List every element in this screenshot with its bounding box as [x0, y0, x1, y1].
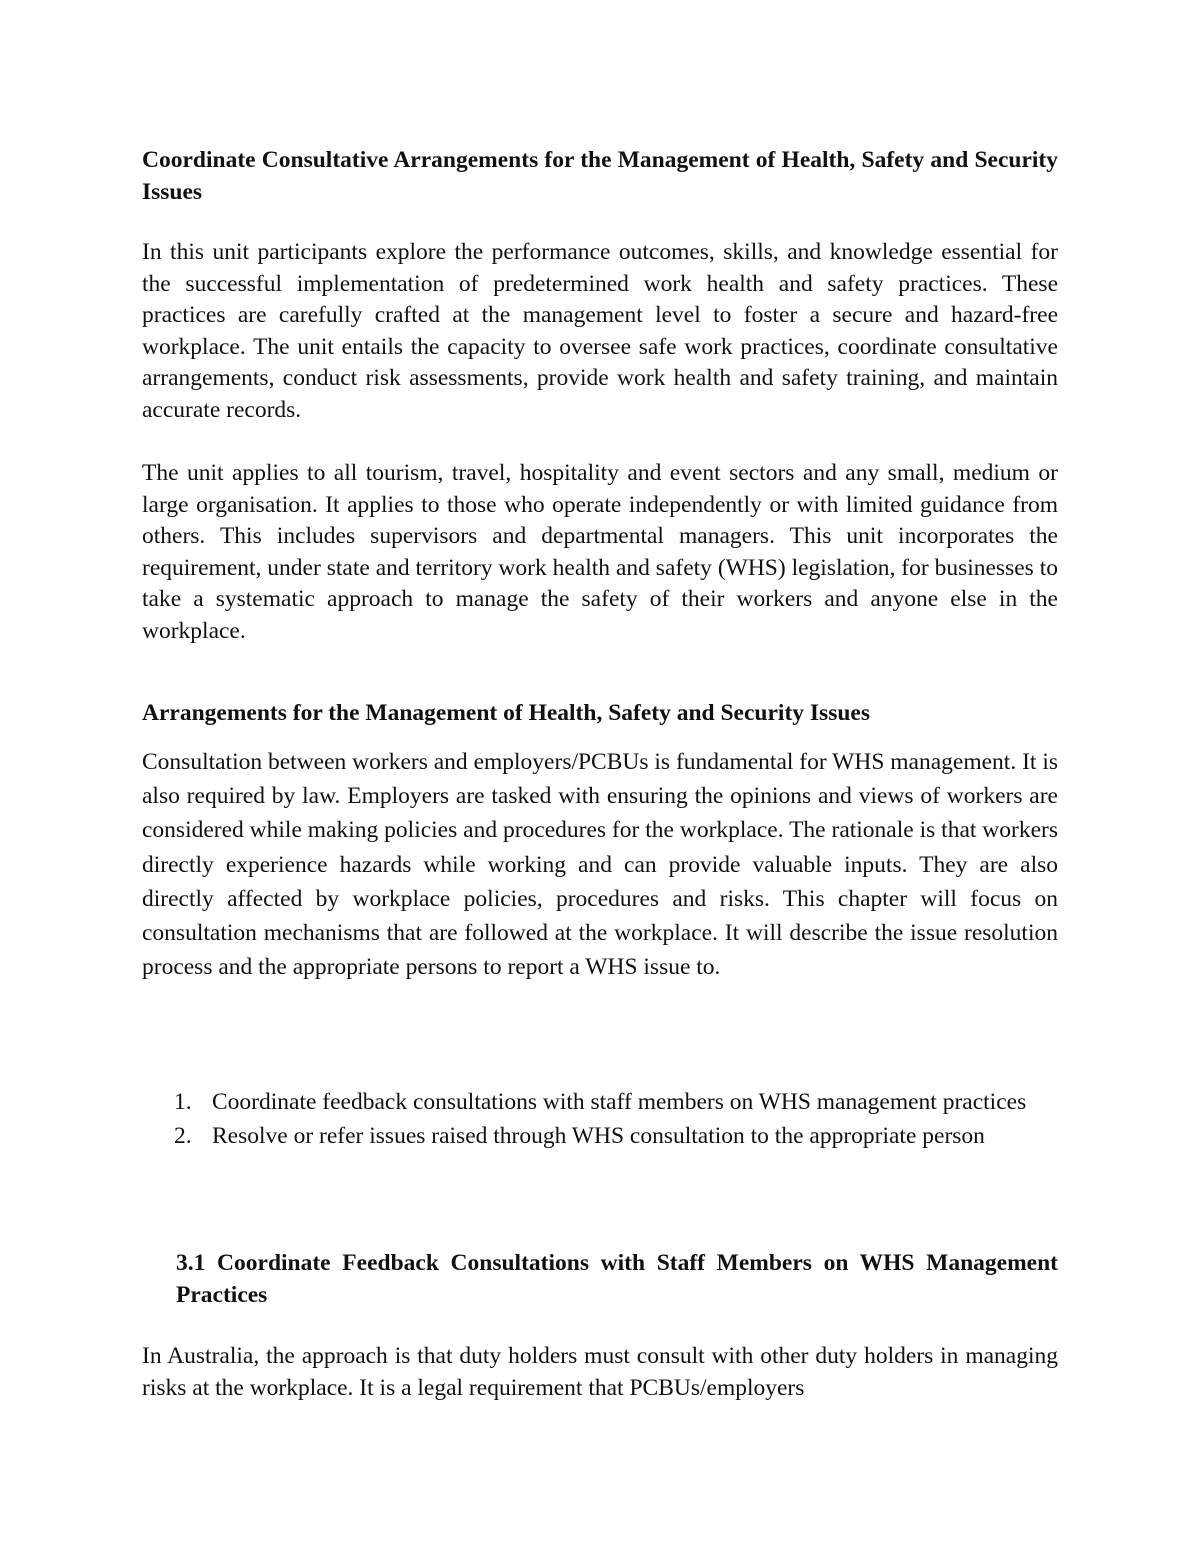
list-item-number: 2. [174, 1123, 192, 1149]
list-item-number: 1. [174, 1089, 192, 1115]
list-item-text: Coordinate feedback consultations with staff members on WHS management practices [212, 1089, 1027, 1115]
document-title: Coordinate Consultative Arrangements for the Management of Health, Safety and Security Issues [142, 147, 1058, 205]
intro-paragraph: The unit applies to all tourism, travel, hospitality and event sectors and any small, medium or large organisation. It applies to those who operate independently or with limited guidance from others. This includes supervisors and departmental managers. This unit incorporates the requirement, under state and territory work health and safety (WHS) legislation, for businesses to take a systematic approach to manage the safety of their workers and anyone else in the workplace. [142, 460, 1058, 644]
section-heading: Arrangements for the Management of Health, Safety and Security Issues [142, 700, 870, 726]
list-item [142, 1119, 1058, 1153]
section-paragraph: Consultation between workers and employers/PCBUs is fundamental for WHS management. It is also required by law. Employers are tasked with ensuring the opinions and views of workers are considered while making policies and procedures for the workplace. The rationale is that workers directly experience hazards while working and can provide valuable inputs. They are also directly affected by workplace policies, procedures and risks. This chapter will focus on consultation mechanisms that are followed at the workplace. It will describe the issue resolution process and the appropriate persons to report a WHS issue to. [142, 749, 1058, 981]
list-item-text: Resolve or refer issues raised through WHS consultation to the appropriate person [212, 1123, 985, 1149]
body-paragraph: In Australia, the approach is that duty holders must consult with other duty holders in managing risks at the workplace. It is a legal requirement that PCBUs/employers [142, 1343, 1058, 1401]
list-item [142, 1085, 1058, 1119]
numbered-list [142, 1085, 1058, 1153]
intro-paragraph: In this unit participants explore the performance outcomes, skills, and knowledge essential for the successful implementation of predetermined work health and safety practices. These practices are carefully crafted at the management level to foster a secure and hazard-free workplace. The unit entails the capacity to oversee safe work practices, coordinate consultative arrangements, conduct risk assessments, provide work health and safety training, and maintain accurate records. [142, 239, 1058, 423]
subsection-heading: 3.1 Coordinate Feedback Consultations with Staff Members on WHS Management Practices [176, 1250, 1058, 1308]
